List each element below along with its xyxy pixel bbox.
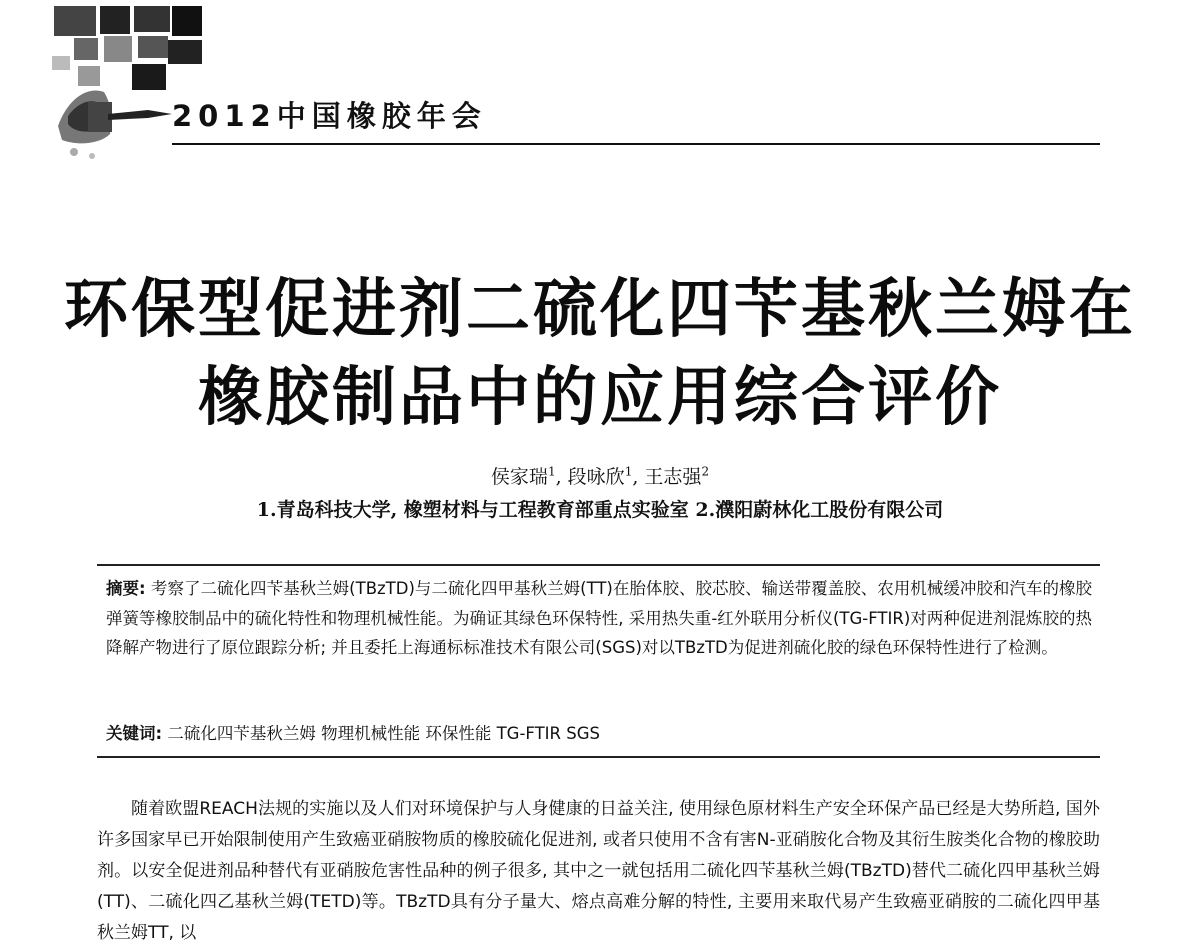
- author-list: 侯家瑞$^1$, 段咏欣$^1$, 王志强$^2$: [490, 464, 710, 488]
- header-rule: [172, 143, 1100, 145]
- paper-title-line-1: 环保型促进剂二硫化四苄基秋兰姆在: [64, 273, 1136, 347]
- abstract-text: 考察了二硫化四苄基秋兰姆(TBzTD)与二硫化四甲基秋兰姆(TT)在胎体胶、胶芯胶、输送带覆盖胶、农用机械缓冲胶和汽车的橡胶弹簧等橡胶制品中的硫化特性和物理机械性能。为确证其绿色环保特性, 采用热失重-红外联用分析仪(TG-FTIR)对两种促进剂混炼胶的热降解产物进行了原位跟踪分析; 并且委托上海通标标准技术有限公司(SGS)对以TBzTD为促进剂硫化胶的绿色环保特性进行了检测。: [106, 579, 1092, 657]
- keywords-text: 二硫化四苄基秋兰姆 物理机械性能 环保性能 TG-FTIR SGS: [162, 724, 600, 743]
- author-name: 段咏欣: [567, 466, 625, 488]
- author-affiliation-mark: 1: [624, 464, 633, 479]
- author-affiliation-mark: 1: [547, 464, 556, 479]
- keywords-label: 关键词:: [106, 724, 163, 743]
- conference-header: 2012中国橡胶年会: [172, 99, 487, 133]
- abstract-block: [106, 574, 1092, 663]
- body-paragraph: 随着欧盟REACH法规的实施以及人们对环境保护与人身健康的日益关注, 使用绿色原材料生产安全环保产品已经是大势所趋, 国外许多国家早已开始限制使用产生致癌亚硝胺物质的橡胶硫化促进剂, 或者只使用不含有害N-亚硝胺化合物及其衍生胺类化合物的橡胶助剂。以安全促进剂品种替代有亚硝胺危害性品种的例子很多, 其中之一就包括用二硫化四苄基秋兰姆(TBzTD)替代二硫化四甲基秋兰姆(TT)、二硫化四乙基秋兰姆(TETD)等。TBzTD具有分子量大、熔点高难分解的特性, 主要用来取代易产生致癌亚硝胺的二硫化四甲基秋兰姆TT, 以: [97, 799, 1100, 943]
- paper-title-line-2: 橡胶制品中的应用综合评价: [198, 361, 1002, 435]
- affiliations: 1.青岛科技大学, 橡塑材料与工程教育部重点实验室 2.濮阳蔚林化工股份有限公司: [256, 499, 944, 521]
- keywords-block: [106, 720, 1092, 744]
- abstract-top-rule: [97, 564, 1100, 566]
- author-name: 侯家瑞: [490, 466, 548, 488]
- author-affiliation-mark: 2: [701, 464, 710, 479]
- author-name: 王志强: [644, 466, 702, 488]
- conference-logo-graphic: [48, 6, 208, 166]
- abstract-label: 摘要:: [106, 579, 146, 598]
- abstract-bottom-rule: [97, 756, 1100, 758]
